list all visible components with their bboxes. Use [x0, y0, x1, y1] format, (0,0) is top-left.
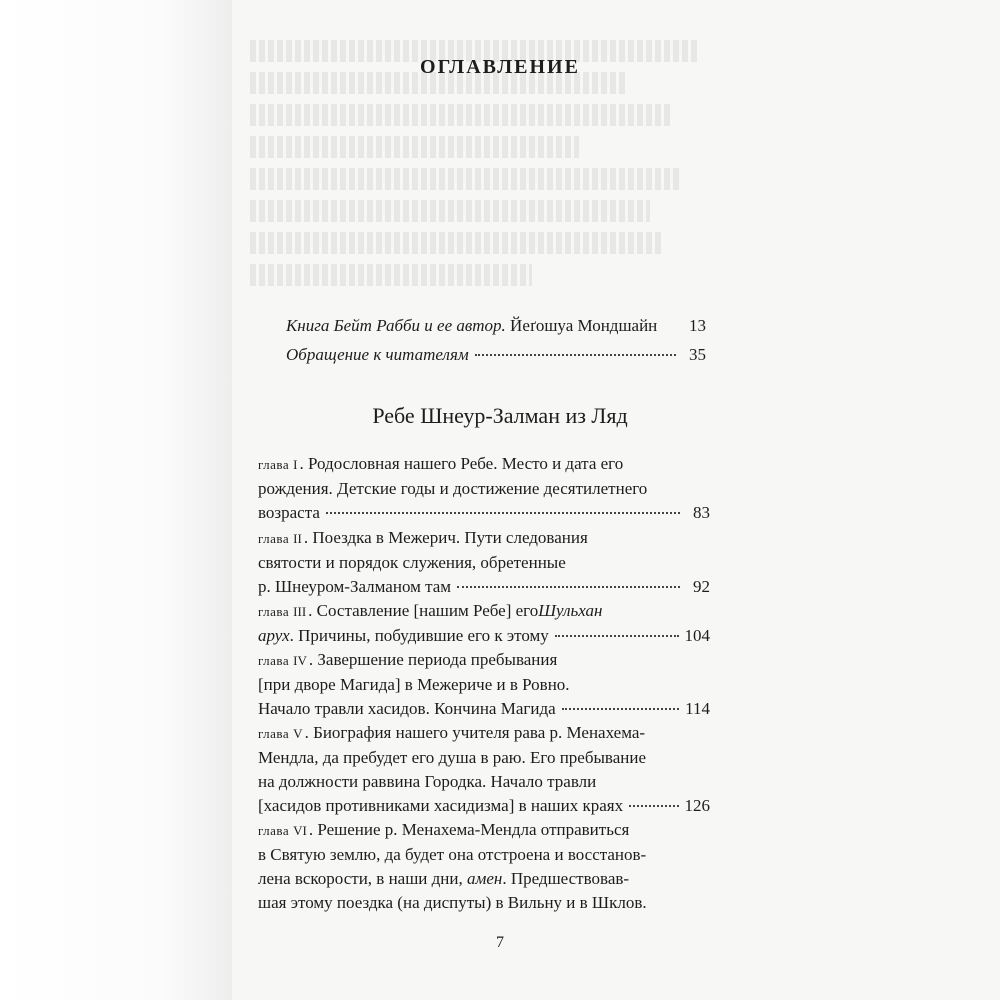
- chapter-text-line: Составление [нашим Ребе] его: [316, 601, 539, 620]
- dot-leader: [629, 805, 678, 807]
- chapter-text-italic: амен: [467, 869, 503, 888]
- chapter-label: глава: [258, 604, 290, 619]
- front-entry-title: Книга Бейт Рабби и ее автор.: [286, 316, 506, 335]
- chapter-number: IV: [293, 653, 307, 668]
- chapter-text-line: шая этому поездка (на диспуты) в Вильну и в Шклов.: [258, 893, 647, 912]
- show-through-text: [250, 40, 720, 520]
- chapter-text-line: Родословная нашего Ребе. Место и дата его: [308, 454, 624, 473]
- toc-chapter-2: глава II . Поездка в Межерич. Пути следования святости и порядок служения, обретенные р. Шнеуром-Залманом там 92: [258, 526, 710, 599]
- dot-leader: [475, 354, 676, 356]
- chapter-number: II: [293, 531, 302, 546]
- toc-chapter-3: глава III . Составление [нашим Ребе] его Шульхан арух . Причины, побудившие его к этому 104: [258, 599, 710, 648]
- chapter-text-italic: Шульхан: [538, 601, 603, 620]
- page-number: 114: [685, 699, 710, 718]
- page-number: 126: [684, 796, 710, 815]
- front-entry-book: [286, 316, 706, 336]
- chapter-text-line: святости и порядок служения, обретенные: [258, 553, 566, 572]
- chapter-text-line: Мендла, да пребудет его душа в раю. Его пребывание: [258, 748, 646, 767]
- page-folio-number: 7: [496, 934, 504, 951]
- chapter-number: VI: [293, 823, 307, 838]
- chapter-text-line: лена вскорости, в наши дни,: [258, 869, 463, 888]
- dot-leader: [326, 512, 680, 514]
- chapter-text-line: на должности раввина Городка. Начало травли: [258, 772, 597, 791]
- toc-chapter-1: глава I . Родословная нашего Ребе. Место и дата его рождения. Детские годы и достижение десятилетнего возраста 83: [258, 452, 710, 525]
- chapter-text-line: [хасидов противниками хасидизма] в наших краях: [258, 796, 624, 815]
- chapter-text-italic: арух: [258, 626, 290, 645]
- front-entry-author: Йеґошуа Мондшайн: [510, 316, 658, 335]
- chapter-number: III: [293, 604, 307, 619]
- page-number: 13: [689, 316, 706, 335]
- page-number: 35: [689, 345, 706, 364]
- chapter-text-line: . Причины, побудившие его к этому: [289, 626, 549, 645]
- chapter-text-line: рождения. Детские годы и достижение десятилетнего: [258, 479, 648, 498]
- front-entry-title: Обращение к читателям: [286, 345, 469, 364]
- chapter-text-line: р. Шнеуром-Залманом там: [258, 577, 452, 596]
- book-gutter-shadow: [0, 0, 232, 1000]
- chapter-text-line: Биография нашего учителя рава р. Менахема-: [313, 723, 646, 742]
- chapter-label: глава: [258, 726, 290, 741]
- chapter-text-line: Завершение периода пребывания: [317, 650, 558, 669]
- chapter-text-line: Поездка в Межерич. Пути следования: [312, 528, 588, 547]
- dot-leader: [562, 708, 679, 710]
- chapter-text-line: . Предшествовав-: [502, 869, 630, 888]
- toc-chapter-6: глава VI . Решение р. Менахема-Мендла отправиться в Святую землю, да будет она отстроена и восстанов- лена вскорости, в наши дни, амен . Предшествовав- шая этому поездка (на диспуты) в Вильну и в Шклов.: [258, 818, 710, 915]
- page-number: 92: [693, 577, 710, 596]
- chapter-text-line: в Святую землю, да будет она отстроена и восстанов-: [258, 845, 647, 864]
- chapter-text-line: возраста: [258, 503, 320, 522]
- section-title: Ребе Шнеур-Залман из Ляд: [372, 403, 628, 428]
- chapter-text-line: [при дворе Магида] в Межериче и в Ровно.: [258, 675, 570, 694]
- chapter-number: V: [293, 726, 303, 741]
- dot-leader: [457, 586, 680, 588]
- toc-title: ОГЛАВЛЕНИЕ: [420, 56, 580, 78]
- chapter-number: I: [293, 457, 298, 472]
- chapter-text-line: Начало травли хасидов. Кончина Магида: [258, 699, 556, 718]
- page-number: 83: [693, 503, 710, 522]
- toc-chapter-4: глава IV . Завершение периода пребывания [при дворе Магида] в Межериче и в Ровно. Начало травли хасидов. Кончина Магида 114: [258, 648, 710, 721]
- front-entry-address: [286, 345, 706, 365]
- chapter-label: глава: [258, 531, 290, 546]
- chapter-label: глава: [258, 653, 290, 668]
- chapter-text-line: Решение р. Менахема-Мендла отправиться: [317, 820, 630, 839]
- page-number: 104: [684, 626, 710, 645]
- toc-chapter-5: глава V . Биография нашего учителя рава р. Менахема- Мендла, да пребудет его душа в раю. Его пребывание на должности раввина Городка. Начало травли [хасидов противниками хасидизма] в наших краях 126: [258, 721, 710, 818]
- chapter-label: глава: [258, 823, 290, 838]
- chapter-label: глава: [258, 457, 290, 472]
- dot-leader: [555, 635, 679, 637]
